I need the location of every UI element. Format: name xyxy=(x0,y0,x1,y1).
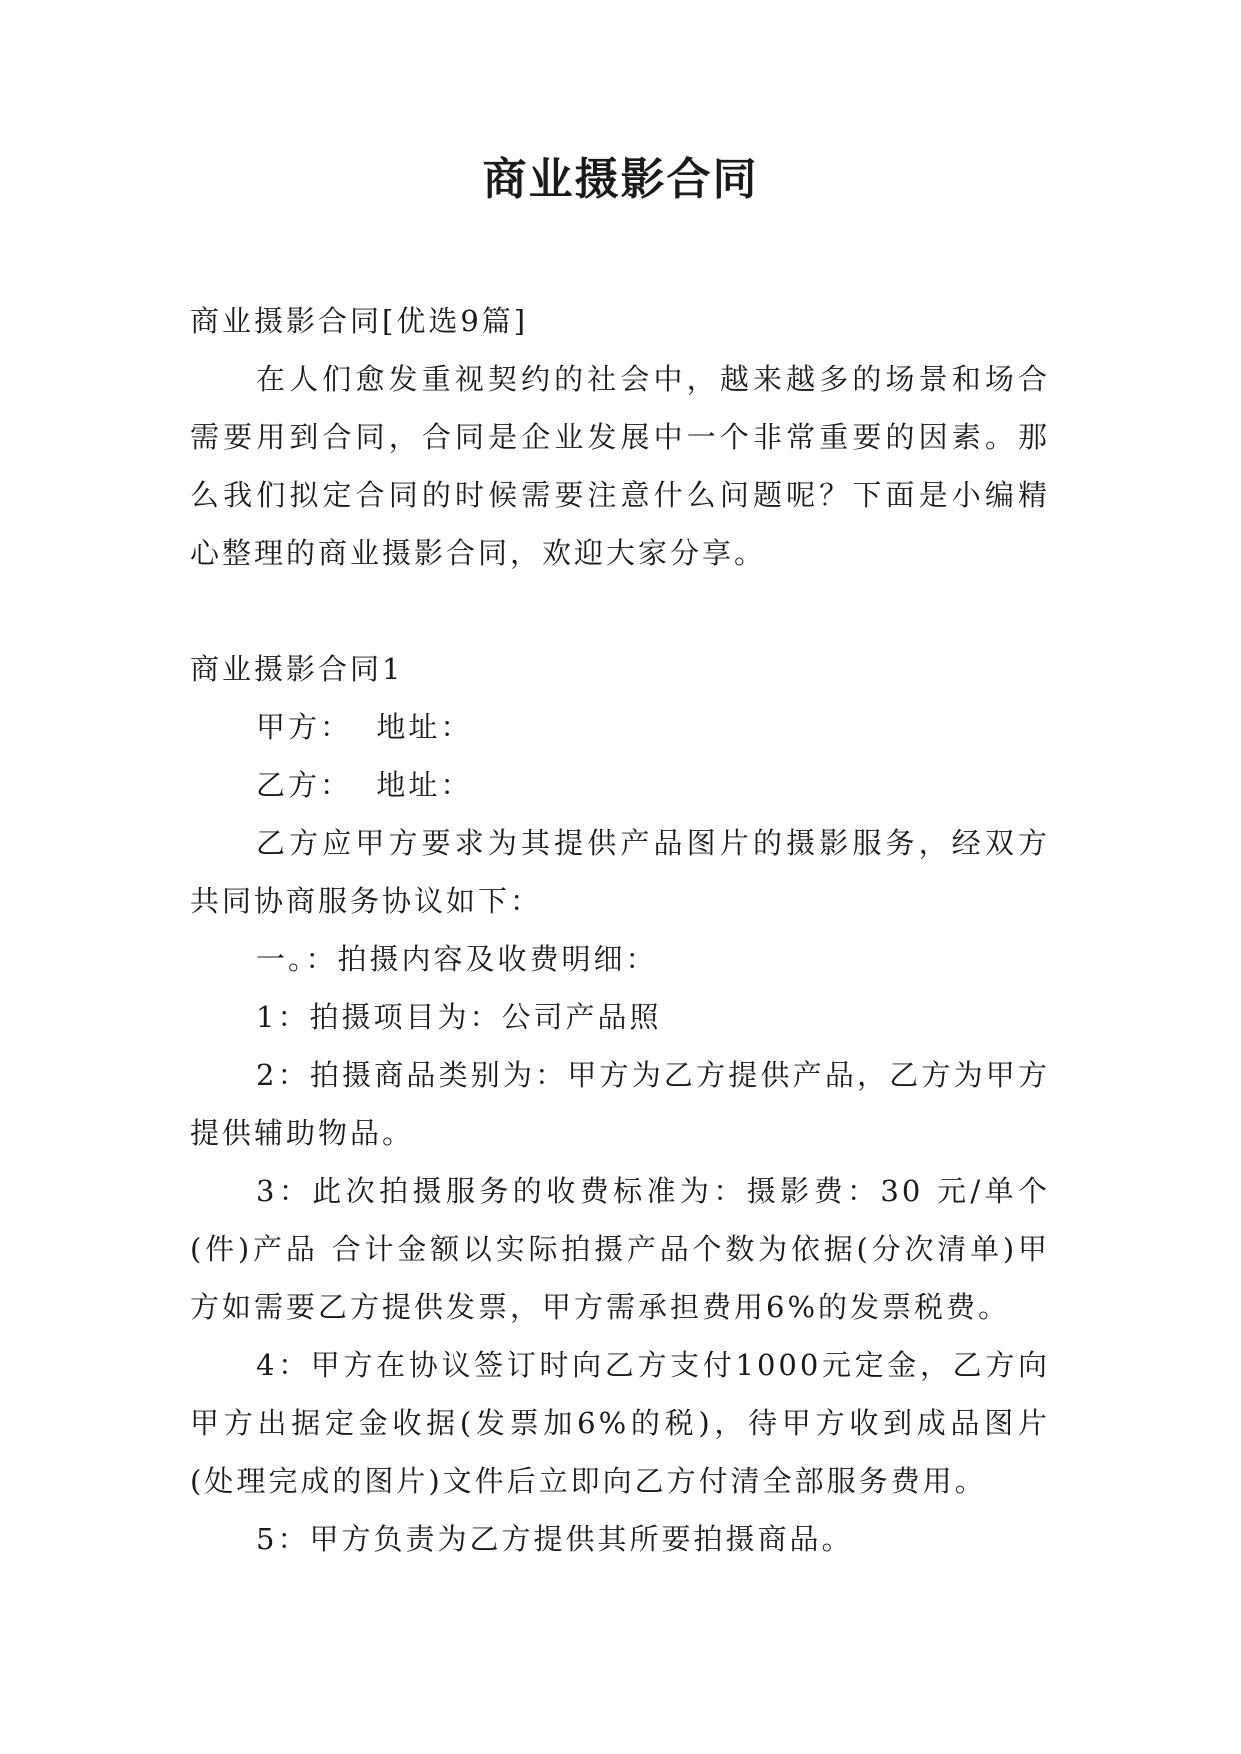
clause-heading: 一。：拍摄内容及收费明细： xyxy=(256,942,658,976)
document-subtitle: 商业摄影合同[优选9篇] xyxy=(190,304,529,338)
section-spacer xyxy=(190,582,1050,640)
clause-2: 2：拍摄商品类别为：甲方为乙方提供产品，乙方为甲方提供辅助物品。 xyxy=(190,1058,1050,1150)
clause-3: 3：此次拍摄服务的收费标准为：摄影费：30 元/单个(件)产品 合计金额以实际拍摄产品个数为依据(分次清单)甲方如需要乙方提供发票，甲方需承担费用6%的发票税费。 xyxy=(190,1174,1050,1324)
document-title: 商业摄影合同 xyxy=(482,154,759,205)
document-body xyxy=(190,292,1050,1568)
clause-1: 1：拍摄项目为：公司产品照 xyxy=(256,1000,662,1034)
clause-4: 4：甲方在协议签订时向乙方支付1000元定金，乙方向甲方出据定金收据(发票加6%的税)，待甲方收到成品图片(处理完成的图片)文件后立即向乙方付清全部服务费用。 xyxy=(190,1348,1050,1498)
party-a-line: 甲方： 地址： xyxy=(256,710,473,744)
agreement-intro-paragraph: 乙方应甲方要求为其提供产品图片的摄影服务，经双方共同协商服务协议如下： xyxy=(190,826,1050,918)
clause-5: 5：甲方负责为乙方提供其所要拍摄商品。 xyxy=(256,1522,854,1556)
section-heading: 商业摄影合同1 xyxy=(190,652,404,686)
party-b-line: 乙方： 地址： xyxy=(256,768,473,802)
intro-paragraph: 在人们愈发重视契约的社会中，越来越多的场景和场合需要用到合同，合同是企业发展中一个非常重要的因素。那么我们拟定合同的时候需要注意什么问题呢？下面是小编精心整理的商业摄影合同，欢迎大家分享。 xyxy=(190,362,1050,570)
